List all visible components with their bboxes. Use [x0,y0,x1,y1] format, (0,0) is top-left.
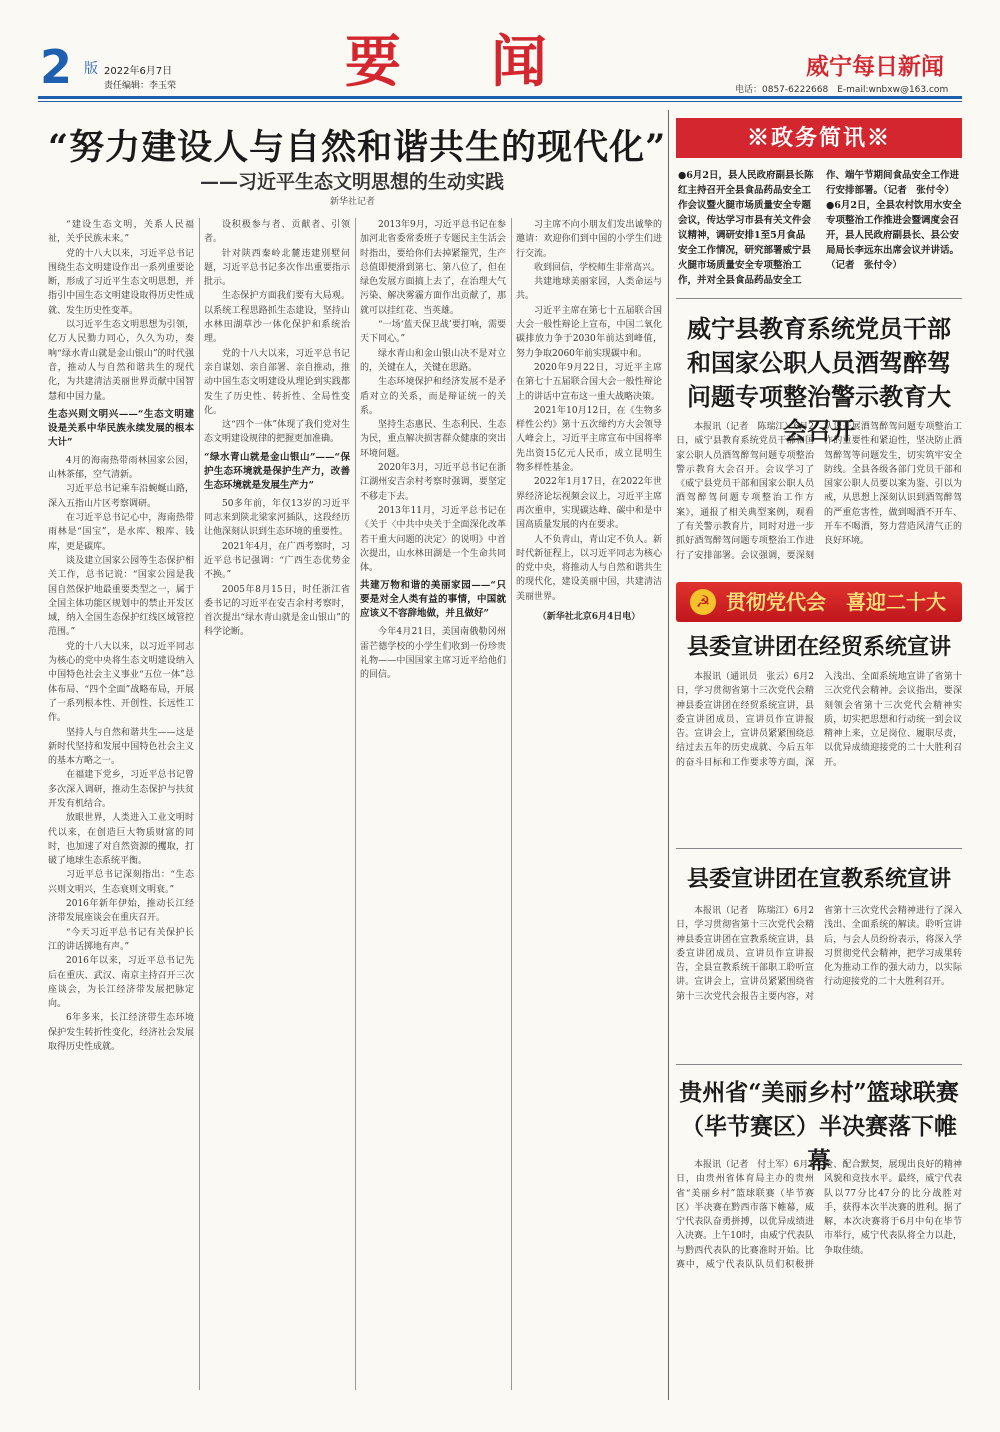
story4-headline: 贵州省“美丽乡村”篮球联赛（毕节赛区）半决赛落下帷幕 [679,1079,959,1174]
paragraph: 在福建下党乡，习近平总书记曾多次深入调研，推动生态保护与扶贫开发有机结合。 [48,770,194,809]
paragraph: 坚持生态惠民、生态利民、生态为民，重点解决损害群众健康的突出环境问题。 [360,420,506,459]
subheading: 共建万物和谐的美丽家园——“只要是对全人类有益的事情，中国就应该义不容辞地做，并且做好” [360,580,506,620]
article-column-2 [204,218,350,1390]
paragraph: 2016年以来，习近平总书记先后在重庆、武汉、南京主持召开三次座谈会，为长江经济带发展把脉定向。 [48,956,194,1010]
paragraph: 习近平主席在第七十五届联合国大会一般性辩论上宣布，中国二氧化碳排放力争于2030年前达到峰值，努力争取2060年前实现碳中和。 [516,305,662,359]
paragraph: 习主席不向小朋友们发出诚挚的邀请：欢迎你们到中国的小学生们进行交流。 [516,220,662,259]
paragraph: 2022年1月17日，在2022年世界经济论坛视频会议上，习近平主席再次重申，实现碳达峰、碳中和是中国高质量发展的内在要求。 [516,477,662,531]
page-number: 2 [40,40,73,94]
paragraph: “一场‘蓝天保卫战’要打响，需要天下同心。” [360,320,506,345]
paragraph: 今年4月21日，美国南俄勒冈州雷芒德学校的小学生们收到一份珍贵礼物——中国国家主席习近平给他们的回信。 [360,627,506,681]
article-column-3 [360,218,506,1390]
story3-body [676,904,962,1054]
paragraph: 坚持人与自然和谐共生——这是新时代坚持和发展中国特色社会主义的基本方略之一。 [48,727,194,767]
paragraph: 谈及建立国家公园等生态保护相关工作，总书记说：“国家公园是我国自然保护地最重要类型之一，属于全国主体功能区规划中的禁止开发区域，纳入全国生态保护红线区域管控范围。” [48,555,194,638]
story1-body [676,420,962,570]
paragraph: 本报讯（记者 付土军）6月1日，由贵州省体育局主办的贵州省“美丽乡村”篮球联赛（毕节赛区）半决赛在黔西市落下帷幕，威宁代表队奋勇拼搏，以优异成绩进入决赛。上午10时，由威宁代表队与黔西代表队的比赛准时开始。比赛中，威宁代表队队员们积极拼抢、配合默契，展现出良好的精神风貌和竞技水平。最终，威宁代表队以77分比47分的比分战胜对手，获得本次半决赛的胜利。据了解，本次决赛将于6月中旬在毕节市举行，威宁代表队将全力以赴，争取佳绩。 [676,1160,962,1271]
briefs-text: ●6月2日，县人民政府副县长陈红主持召开全县食品药品安全工作会议暨火腿市场质量安全专题会议，传达学习市县有关文件会议精神，调研安排1至5月食品安全工作情况，研究部署威宁县火腿市场质量安全专项整治工作，并对全县食品药品安全工作、端午节期间食品安全工作进行安排部署。（记者 张付令）●6月2日，全县农村饮用水安全专项整治工作推进会暨调度会召开，县人民政府副县长、县公安局局长李远东出席会议并讲话。（记者 张付令） [678,170,962,286]
paragraph: 针对陕西秦岭北麓违建别墅问题，习近平总书记多次作出重要指示批示。 [204,248,350,288]
story2-body [676,670,962,840]
section-title: 要闻 [345,29,637,95]
subheading: “绿水青山就是金山银山”——“保护生态环境就是保护生产力，改善生态环境就是发展生产力” [204,451,350,491]
paragraph: 党的十八大以来，以习近平同志为核心的党中央将生态文明建设纳入中国特色社会主义事业“五位一体”总体布局、“四个全面”战略布局，开展了一系列根本性、开创性、长远性工作。 [48,641,194,724]
main-article-subtitle: ——习近平生态文明思想的生动实践 [200,171,505,193]
story1-headline: 威宁县教育系统党员干部和国家公职人员酒驾醉驾问题专项整治警示教育大会召开 [687,314,951,445]
header-rule-thin [38,101,962,102]
paragraph: “建设生态文明，关系人民福祉，关乎民族未来。” [48,220,194,245]
paper-name: 威宁每日新闻 [806,53,944,80]
paragraph: 2021年4月，在广西考察时，习近平总书记强调：“广西生态优势金不换。” [204,541,350,581]
contact-info: 电话：0857-6222668 E-mail:wnbxw@163.com [735,85,949,95]
story3-headline: 县委宣讲团在宣教系统宣讲 [686,866,951,892]
subheading: 生态兴则文明兴——“生态文明建设是关系中华民族永续发展的根本大计” [48,408,194,448]
story-divider [676,298,962,299]
paragraph: 4月的海南热带雨林国家公园，山林茶郁，空气清新。 [48,455,194,481]
header-rule [38,96,962,99]
paragraph: 2016年新年伊始，推动长江经济带发展座谈会在重庆召开。 [48,899,194,924]
paragraph: 放眼世界，人类进入工业文明时代以来，在创造巨大物质财富的同时，也加速了对自然资源的攫取，打破了地球生态系统平衡。 [48,813,194,867]
column-divider [355,218,356,1390]
paragraph: 本报讯（通讯员 张云）6月2日，学习贯彻省第十三次党代会精神县委宣讲团在经贸系统宣讲，县委宣讲团成员、宣讲员作宣讲报告。宣讲会上，宣讲员紧紧围绕总结过去五年的历史成就、今后五年的奋斗目标和工作要求等方面，深入浅出、全面系统地宣讲了省第十三次党代会精神。会议指出，要深刻领会省第十三次党代会精神实质，切实把思想和行动统一到会议精神上来，立足岗位、履职尽责，以优异成绩迎接党的二十大胜利召开。 [676,672,962,768]
page-number-suffix: 版 [84,61,98,77]
story-divider [676,848,962,849]
section-divider [668,110,669,1400]
paragraph: 党的十八大以来，习近平总书记围绕生态文明建设作出一系列重要论断，形成了习近平生态文明思想，并指引中国生态文明建设取得历史性成就、发生历史性变革。 [48,248,194,316]
paragraph: 习近平总书记深刻指出：“生态兴则文明兴，生态衰则文明衰。” [48,870,194,895]
issue-date: 2022年6月7日 [104,66,173,77]
column-divider [199,218,200,1390]
article-dateline: （新华社北京6月4日电） [537,612,641,623]
paragraph: 生态环境保护和经济发展不是矛盾对立的关系，而是辩证统一的关系。 [360,377,506,416]
party-congress-banner: 贯彻党代会 喜迎二十大 [676,582,962,622]
paragraph: 6年多来，长江经济带生态环境保护发生转折性变化，经济社会发展取得历史性成就。 [48,1013,194,1053]
column-divider [511,218,512,1390]
paragraph: “今天习近平总书记有关保护长江的讲话掷地有声。” [48,927,194,952]
paragraph: 习近平总书记乘车沿蜿蜒山路，深入五指山片区考察调研。 [48,484,194,509]
paragraph: 这“四个一体”体现了我们党对生态文明建设规律的把握更加准确。 [204,420,350,445]
paragraph: 2020年9月22日，习近平主席在第七十五届联合国大会一般性辩论上的讲话中宣布这一重大战略决策。 [516,362,662,402]
paragraph: 本报讯（记者 陈瑞江）6月2日，学习贯彻省第十三次党代会精神县委宣讲团在宣教系统宣讲，县委宣讲团成员、宣讲员作宣讲报告，全县宣教系统干部职工聆听宣讲。宣讲会上，宣讲员紧紧围绕省第十三次党代会报告主要内容，对省第十三次党代会精神进行了深入浅出、全面系统的解读。聆听宣讲后，与会人员纷纷表示，将深入学习贯彻党代会精神，把学习成果转化为推动工作的强大动力，以实际行动迎接党的二十大胜利召开。 [676,906,962,1002]
story4-body [676,1158,962,1390]
paragraph: 收到回信，学校师生非常高兴。 [534,262,661,273]
paragraph: 2013年11月，习近平总书记在《关于〈中共中央关于全面深化改革若干重大问题的决定〉的说明》中首次提出，山水林田湖是一个生命共同体。 [360,505,506,574]
paragraph: 在习近平总书记心中，海南热带雨林是“国宝”，是水库、粮库、钱库，更是碳库。 [48,513,194,552]
briefs-banner: ※政务简讯※ [676,118,962,158]
paragraph: 绿水青山和金山银山决不是对立的，关键在人，关键在思路。 [360,348,506,373]
paragraph: 50多年前，年仅13岁的习近平同志来到陕北梁家河插队，这段经历让他深刻认识到生态环境的重要性。 [204,498,350,538]
article-column-4 [516,218,662,1390]
paragraph: 设积极参与者、贡献者、引领者。 [204,220,350,245]
paragraph: 党的十八大以来，习近平总书记亲自谋划、亲自部署、亲自推动，推动中国生态文明建设从理论到实践都发生了历史性、转折性、全局性变化。 [204,348,350,416]
paragraph: 2013年9月，习近平总书记在参加河北省委常委班子专题民主生活会时指出，要给你们去掉紧箍咒，生产总值即便滑到第七、第八位了，但在绿色发展方面搞上去了，在治理大气污染、解决雾霾方面作出贡献了，那就可以挂红花、当英雄。 [360,220,506,316]
story2-headline: 县委宣讲团在经贸系统宣讲 [686,634,951,660]
paragraph: 生态保护方面我们要有大局观。以系统工程思路抓生态建设，坚持山水林田湖草沙一体化保护和系统治理。 [204,291,350,345]
paragraph: 2020年3月，习近平总书记在浙江湖州安吉余村考察时强调，要坚定不移走下去。 [360,463,506,502]
paragraph: 本报讯（记者 陈瑞江）6月2日，威宁县教育系统党员干部和国家公职人员酒驾醉驾问题专项整治警示教育大会召开。会议学习了《威宁县党员干部和国家公职人员酒驾醉驾问题专项整治工作方案》，通报了相关典型案例，观看了有关警示教育片，同时对进一步抓好酒驾醉驾问题专项整治工作进行了安排部署。会议强调，要深刻认识开展酒驾醉驾问题专项整治工作的重要性和紧迫性，坚决防止酒驾醉驾等问题发生，切实筑牢安全防线。全县各级各部门党员干部和国家公职人员要以案为鉴、引以为戒，从思想上深刻认识到酒驾醉驾的严重危害性，做到喝酒不开车、开车不喝酒，努力营造风清气正的良好环境。 [676,422,962,561]
editor-line: 责任编辑：李玉荣 [104,81,177,91]
paragraph: 2021年10月12日，在《生物多样性公约》第十五次缔约方大会领导人峰会上，习近平主席宣布中国将率先出资15亿元人民币，成立昆明生物多样性基金。 [516,405,662,474]
main-article-byline: 新华社记者 [330,197,376,207]
paragraph: 以习近平生态文明思想为引领，亿万人民勠力同心，久久为功，奏响“绿水青山就是金山银山”的时代强音，推动人与自然和谐共生的现代化，为共建清洁美丽世界贡献中国智慧和中国力量。 [48,320,194,402]
main-article-title: “努力建设人与自然和谐共生的现代化” [48,127,667,168]
paragraph: 共建地球美丽家园，人类命运与共。 [516,277,662,302]
paragraph: 2005年8月15日，时任浙江省委书记的习近平在安吉余村考察时，首次提出“绿水青山就是金山银山”的科学论断。 [204,584,350,638]
party-emblem-icon: ☭ [690,589,716,615]
paragraph: 人不负青山，青山定不负人。新时代新征程上，以习近平同志为核心的党中央，将推动人与自然和谐共生的现代化，建设美丽中国，共建清洁美丽世界。 [516,534,662,602]
story-divider [676,1064,962,1065]
article-column-1 [48,218,194,1390]
